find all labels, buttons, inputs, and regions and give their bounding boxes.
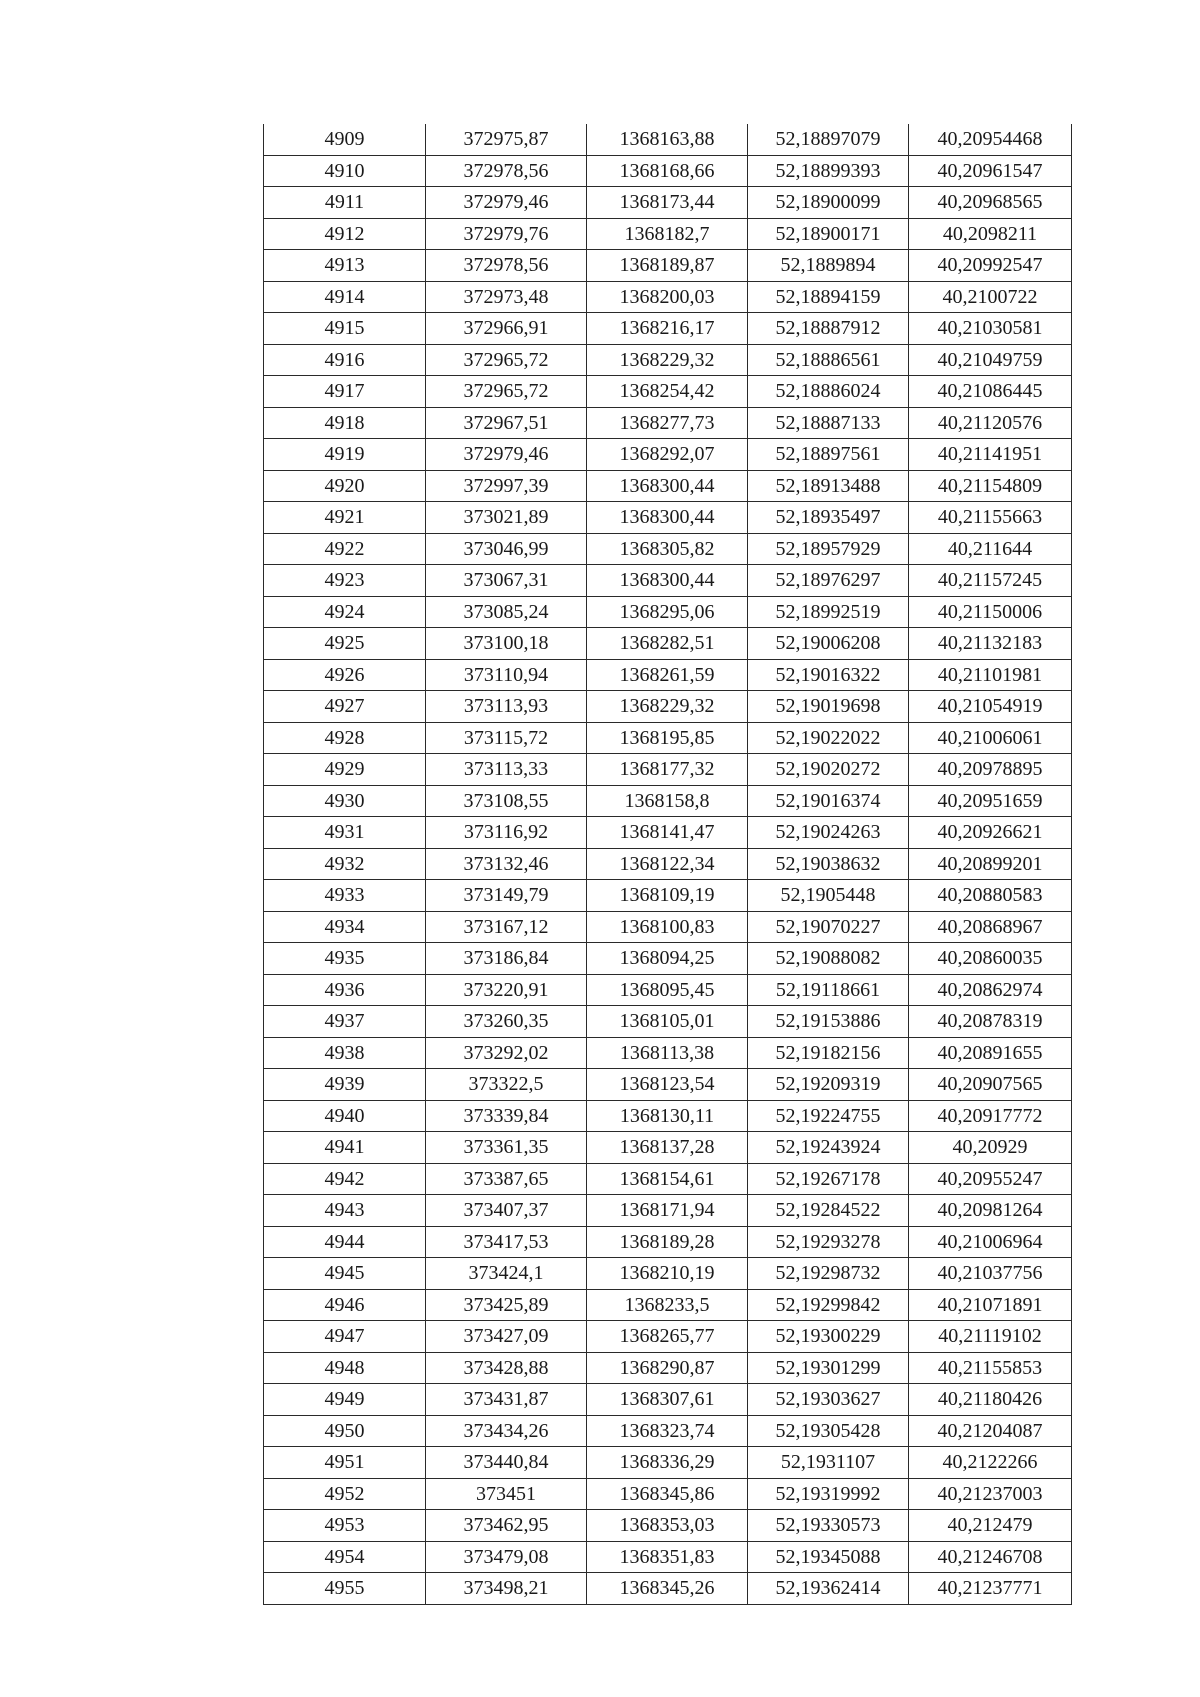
longitude-cell: 40,20955247 [909,1163,1072,1195]
latitude-cell: 52,19024263 [748,817,909,849]
longitude-cell: 40,21204087 [909,1415,1072,1447]
y-coordinate-cell: 1368265,77 [587,1321,748,1353]
latitude-cell: 52,18894159 [748,281,909,313]
point-number-cell: 4950 [264,1415,426,1447]
table-row [264,1573,1072,1605]
table-row [264,470,1072,502]
latitude-cell: 52,1931107 [748,1447,909,1479]
longitude-cell: 40,21101981 [909,659,1072,691]
y-coordinate-cell: 1368292,07 [587,439,748,471]
x-coordinate-cell: 373108,55 [426,785,587,817]
x-coordinate-cell: 372979,46 [426,187,587,219]
table-row [264,187,1072,219]
table-row [264,754,1072,786]
x-coordinate-cell: 373440,84 [426,1447,587,1479]
longitude-cell: 40,20926621 [909,817,1072,849]
point-number-cell: 4927 [264,691,426,723]
latitude-cell: 52,19070227 [748,911,909,943]
latitude-cell: 52,19362414 [748,1573,909,1605]
point-number-cell: 4948 [264,1352,426,1384]
point-number-cell: 4926 [264,659,426,691]
point-number-cell: 4946 [264,1289,426,1321]
latitude-cell: 52,19303627 [748,1384,909,1416]
table-row [264,691,1072,723]
table-row [264,1195,1072,1227]
x-coordinate-cell: 373479,08 [426,1541,587,1573]
x-coordinate-cell: 373132,46 [426,848,587,880]
point-number-cell: 4941 [264,1132,426,1164]
point-number-cell: 4940 [264,1100,426,1132]
point-number-cell: 4939 [264,1069,426,1101]
point-number-cell: 4947 [264,1321,426,1353]
longitude-cell: 40,21119102 [909,1321,1072,1353]
table-row [264,1258,1072,1290]
point-number-cell: 4909 [264,124,426,155]
longitude-cell: 40,20891655 [909,1037,1072,1069]
longitude-cell: 40,20951659 [909,785,1072,817]
x-coordinate-cell: 373428,88 [426,1352,587,1384]
longitude-cell: 40,21120576 [909,407,1072,439]
y-coordinate-cell: 1368154,61 [587,1163,748,1195]
y-coordinate-cell: 1368122,34 [587,848,748,880]
point-number-cell: 4916 [264,344,426,376]
longitude-cell: 40,211644 [909,533,1072,565]
longitude-cell: 40,20954468 [909,124,1072,155]
longitude-cell: 40,2122266 [909,1447,1072,1479]
x-coordinate-cell: 373427,09 [426,1321,587,1353]
longitude-cell: 40,20880583 [909,880,1072,912]
point-number-cell: 4953 [264,1510,426,1542]
latitude-cell: 52,18935497 [748,502,909,534]
point-number-cell: 4929 [264,754,426,786]
point-number-cell: 4951 [264,1447,426,1479]
coordinates-table-body [264,124,1072,1604]
latitude-cell: 52,18899393 [748,155,909,187]
longitude-cell: 40,21155853 [909,1352,1072,1384]
table-row [264,659,1072,691]
y-coordinate-cell: 1368200,03 [587,281,748,313]
latitude-cell: 52,18886024 [748,376,909,408]
y-coordinate-cell: 1368229,32 [587,344,748,376]
point-number-cell: 4920 [264,470,426,502]
point-number-cell: 4917 [264,376,426,408]
y-coordinate-cell: 1368300,44 [587,502,748,534]
table-row [264,1226,1072,1258]
longitude-cell: 40,20899201 [909,848,1072,880]
y-coordinate-cell: 1368229,32 [587,691,748,723]
x-coordinate-cell: 373100,18 [426,628,587,660]
x-coordinate-cell: 373260,35 [426,1006,587,1038]
x-coordinate-cell: 373115,72 [426,722,587,754]
table-row [264,596,1072,628]
table-row [264,344,1072,376]
x-coordinate-cell: 372965,72 [426,344,587,376]
point-number-cell: 4952 [264,1478,426,1510]
x-coordinate-cell: 373424,1 [426,1258,587,1290]
y-coordinate-cell: 1368137,28 [587,1132,748,1164]
y-coordinate-cell: 1368216,17 [587,313,748,345]
latitude-cell: 52,19299842 [748,1289,909,1321]
y-coordinate-cell: 1368233,5 [587,1289,748,1321]
latitude-cell: 52,19300229 [748,1321,909,1353]
x-coordinate-cell: 372978,56 [426,155,587,187]
y-coordinate-cell: 1368130,11 [587,1100,748,1132]
x-coordinate-cell: 373046,99 [426,533,587,565]
longitude-cell: 40,21030581 [909,313,1072,345]
y-coordinate-cell: 1368210,19 [587,1258,748,1290]
longitude-cell: 40,21237771 [909,1573,1072,1605]
latitude-cell: 52,18900171 [748,218,909,250]
longitude-cell: 40,21132183 [909,628,1072,660]
y-coordinate-cell: 1368336,29 [587,1447,748,1479]
point-number-cell: 4949 [264,1384,426,1416]
y-coordinate-cell: 1368171,94 [587,1195,748,1227]
table-row [264,1006,1072,1038]
latitude-cell: 52,18900099 [748,187,909,219]
table-row [264,785,1072,817]
latitude-cell: 52,19330573 [748,1510,909,1542]
y-coordinate-cell: 1368123,54 [587,1069,748,1101]
longitude-cell: 40,20981264 [909,1195,1072,1227]
x-coordinate-cell: 373462,95 [426,1510,587,1542]
table-row [264,376,1072,408]
longitude-cell: 40,20860035 [909,943,1072,975]
y-coordinate-cell: 1368189,28 [587,1226,748,1258]
table-row [264,1037,1072,1069]
table-row [264,1447,1072,1479]
point-number-cell: 4913 [264,250,426,282]
x-coordinate-cell: 372979,76 [426,218,587,250]
table-row [264,722,1072,754]
table-row [264,1510,1072,1542]
y-coordinate-cell: 1368163,88 [587,124,748,155]
latitude-cell: 52,19284522 [748,1195,909,1227]
x-coordinate-cell: 373425,89 [426,1289,587,1321]
x-coordinate-cell: 373407,37 [426,1195,587,1227]
longitude-cell: 40,212479 [909,1510,1072,1542]
latitude-cell: 52,18913488 [748,470,909,502]
x-coordinate-cell: 373085,24 [426,596,587,628]
table-row [264,313,1072,345]
x-coordinate-cell: 372979,46 [426,439,587,471]
latitude-cell: 52,19243924 [748,1132,909,1164]
table-row [264,1352,1072,1384]
latitude-cell: 52,19006208 [748,628,909,660]
table-row [264,439,1072,471]
x-coordinate-cell: 373322,5 [426,1069,587,1101]
table-row [264,943,1072,975]
latitude-cell: 52,19022022 [748,722,909,754]
x-coordinate-cell: 372967,51 [426,407,587,439]
table-row [264,1478,1072,1510]
coordinates-table [263,124,1072,1605]
longitude-cell: 40,21150006 [909,596,1072,628]
y-coordinate-cell: 1368305,82 [587,533,748,565]
y-coordinate-cell: 1368261,59 [587,659,748,691]
longitude-cell: 40,21246708 [909,1541,1072,1573]
table-row [264,974,1072,1006]
point-number-cell: 4936 [264,974,426,1006]
point-number-cell: 4954 [264,1541,426,1573]
longitude-cell: 40,20907565 [909,1069,1072,1101]
table-row [264,1384,1072,1416]
longitude-cell: 40,20878319 [909,1006,1072,1038]
table-row [264,124,1072,155]
longitude-cell: 40,21154809 [909,470,1072,502]
latitude-cell: 52,18887912 [748,313,909,345]
latitude-cell: 52,19209319 [748,1069,909,1101]
x-coordinate-cell: 373021,89 [426,502,587,534]
y-coordinate-cell: 1368173,44 [587,187,748,219]
latitude-cell: 52,19301299 [748,1352,909,1384]
x-coordinate-cell: 372973,48 [426,281,587,313]
longitude-cell: 40,20917772 [909,1100,1072,1132]
longitude-cell: 40,21180426 [909,1384,1072,1416]
latitude-cell: 52,19293278 [748,1226,909,1258]
x-coordinate-cell: 373186,84 [426,943,587,975]
table-row [264,407,1072,439]
y-coordinate-cell: 1368345,86 [587,1478,748,1510]
table-row [264,1100,1072,1132]
point-number-cell: 4921 [264,502,426,534]
y-coordinate-cell: 1368141,47 [587,817,748,849]
point-number-cell: 4955 [264,1573,426,1605]
point-number-cell: 4915 [264,313,426,345]
longitude-cell: 40,20961547 [909,155,1072,187]
table-row [264,880,1072,912]
point-number-cell: 4943 [264,1195,426,1227]
point-number-cell: 4928 [264,722,426,754]
latitude-cell: 52,18976297 [748,565,909,597]
y-coordinate-cell: 1368282,51 [587,628,748,660]
table-row [264,1069,1072,1101]
longitude-cell: 40,21054919 [909,691,1072,723]
y-coordinate-cell: 1368095,45 [587,974,748,1006]
y-coordinate-cell: 1368109,19 [587,880,748,912]
y-coordinate-cell: 1368290,87 [587,1352,748,1384]
latitude-cell: 52,18887133 [748,407,909,439]
y-coordinate-cell: 1368182,7 [587,218,748,250]
x-coordinate-cell: 372966,91 [426,313,587,345]
table-row [264,1132,1072,1164]
x-coordinate-cell: 373113,33 [426,754,587,786]
longitude-cell: 40,20868967 [909,911,1072,943]
x-coordinate-cell: 372978,56 [426,250,587,282]
table-row [264,911,1072,943]
point-number-cell: 4942 [264,1163,426,1195]
latitude-cell: 52,18957929 [748,533,909,565]
latitude-cell: 52,18897561 [748,439,909,471]
longitude-cell: 40,21141951 [909,439,1072,471]
longitude-cell: 40,20992547 [909,250,1072,282]
latitude-cell: 52,19016374 [748,785,909,817]
x-coordinate-cell: 373292,02 [426,1037,587,1069]
x-coordinate-cell: 373149,79 [426,880,587,912]
y-coordinate-cell: 1368300,44 [587,470,748,502]
latitude-cell: 52,19267178 [748,1163,909,1195]
latitude-cell: 52,19016322 [748,659,909,691]
longitude-cell: 40,20978895 [909,754,1072,786]
longitude-cell: 40,2098211 [909,218,1072,250]
x-coordinate-cell: 373417,53 [426,1226,587,1258]
latitude-cell: 52,1889894 [748,250,909,282]
point-number-cell: 4912 [264,218,426,250]
longitude-cell: 40,20968565 [909,187,1072,219]
longitude-cell: 40,20862974 [909,974,1072,1006]
table-row [264,1321,1072,1353]
point-number-cell: 4934 [264,911,426,943]
y-coordinate-cell: 1368105,01 [587,1006,748,1038]
latitude-cell: 52,19345088 [748,1541,909,1573]
latitude-cell: 52,1905448 [748,880,909,912]
longitude-cell: 40,21006964 [909,1226,1072,1258]
x-coordinate-cell: 373361,35 [426,1132,587,1164]
point-number-cell: 4924 [264,596,426,628]
y-coordinate-cell: 1368254,42 [587,376,748,408]
longitude-cell: 40,21037756 [909,1258,1072,1290]
longitude-cell: 40,21237003 [909,1478,1072,1510]
x-coordinate-cell: 373431,87 [426,1384,587,1416]
longitude-cell: 40,21086445 [909,376,1072,408]
latitude-cell: 52,19305428 [748,1415,909,1447]
point-number-cell: 4930 [264,785,426,817]
point-number-cell: 4932 [264,848,426,880]
table-row [264,502,1072,534]
latitude-cell: 52,18886561 [748,344,909,376]
y-coordinate-cell: 1368195,85 [587,722,748,754]
point-number-cell: 4938 [264,1037,426,1069]
point-number-cell: 4922 [264,533,426,565]
table-row [264,1289,1072,1321]
x-coordinate-cell: 373498,21 [426,1573,587,1605]
table-row [264,281,1072,313]
x-coordinate-cell: 373339,84 [426,1100,587,1132]
x-coordinate-cell: 373387,65 [426,1163,587,1195]
x-coordinate-cell: 373220,91 [426,974,587,1006]
x-coordinate-cell: 373067,31 [426,565,587,597]
point-number-cell: 4945 [264,1258,426,1290]
y-coordinate-cell: 1368100,83 [587,911,748,943]
x-coordinate-cell: 372965,72 [426,376,587,408]
y-coordinate-cell: 1368295,06 [587,596,748,628]
longitude-cell: 40,21157245 [909,565,1072,597]
longitude-cell: 40,21071891 [909,1289,1072,1321]
y-coordinate-cell: 1368177,32 [587,754,748,786]
latitude-cell: 52,19319992 [748,1478,909,1510]
y-coordinate-cell: 1368307,61 [587,1384,748,1416]
y-coordinate-cell: 1368351,83 [587,1541,748,1573]
longitude-cell: 40,20929 [909,1132,1072,1164]
table-row [264,628,1072,660]
latitude-cell: 52,19019698 [748,691,909,723]
latitude-cell: 52,19182156 [748,1037,909,1069]
y-coordinate-cell: 1368168,66 [587,155,748,187]
point-number-cell: 4931 [264,817,426,849]
latitude-cell: 52,19038632 [748,848,909,880]
y-coordinate-cell: 1368300,44 [587,565,748,597]
y-coordinate-cell: 1368323,74 [587,1415,748,1447]
x-coordinate-cell: 373434,26 [426,1415,587,1447]
table-row [264,565,1072,597]
longitude-cell: 40,21049759 [909,344,1072,376]
latitude-cell: 52,19118661 [748,974,909,1006]
x-coordinate-cell: 372997,39 [426,470,587,502]
latitude-cell: 52,19020272 [748,754,909,786]
table-row [264,218,1072,250]
y-coordinate-cell: 1368345,26 [587,1573,748,1605]
point-number-cell: 4918 [264,407,426,439]
point-number-cell: 4923 [264,565,426,597]
point-number-cell: 4925 [264,628,426,660]
latitude-cell: 52,19088082 [748,943,909,975]
longitude-cell: 40,21006061 [909,722,1072,754]
point-number-cell: 4914 [264,281,426,313]
longitude-cell: 40,2100722 [909,281,1072,313]
x-coordinate-cell: 373113,93 [426,691,587,723]
y-coordinate-cell: 1368353,03 [587,1510,748,1542]
y-coordinate-cell: 1368158,8 [587,785,748,817]
latitude-cell: 52,19153886 [748,1006,909,1038]
table-row [264,533,1072,565]
table-row [264,155,1072,187]
x-coordinate-cell: 373116,92 [426,817,587,849]
y-coordinate-cell: 1368189,87 [587,250,748,282]
table-row [264,1541,1072,1573]
y-coordinate-cell: 1368094,25 [587,943,748,975]
x-coordinate-cell: 373110,94 [426,659,587,691]
latitude-cell: 52,18992519 [748,596,909,628]
y-coordinate-cell: 1368113,38 [587,1037,748,1069]
latitude-cell: 52,18897079 [748,124,909,155]
table-row [264,817,1072,849]
point-number-cell: 4911 [264,187,426,219]
point-number-cell: 4933 [264,880,426,912]
point-number-cell: 4910 [264,155,426,187]
table-row [264,250,1072,282]
table-row [264,848,1072,880]
point-number-cell: 4919 [264,439,426,471]
x-coordinate-cell: 372975,87 [426,124,587,155]
latitude-cell: 52,19224755 [748,1100,909,1132]
x-coordinate-cell: 373451 [426,1478,587,1510]
latitude-cell: 52,19298732 [748,1258,909,1290]
point-number-cell: 4944 [264,1226,426,1258]
y-coordinate-cell: 1368277,73 [587,407,748,439]
longitude-cell: 40,21155663 [909,502,1072,534]
point-number-cell: 4935 [264,943,426,975]
table-row [264,1163,1072,1195]
point-number-cell: 4937 [264,1006,426,1038]
x-coordinate-cell: 373167,12 [426,911,587,943]
table-row [264,1415,1072,1447]
